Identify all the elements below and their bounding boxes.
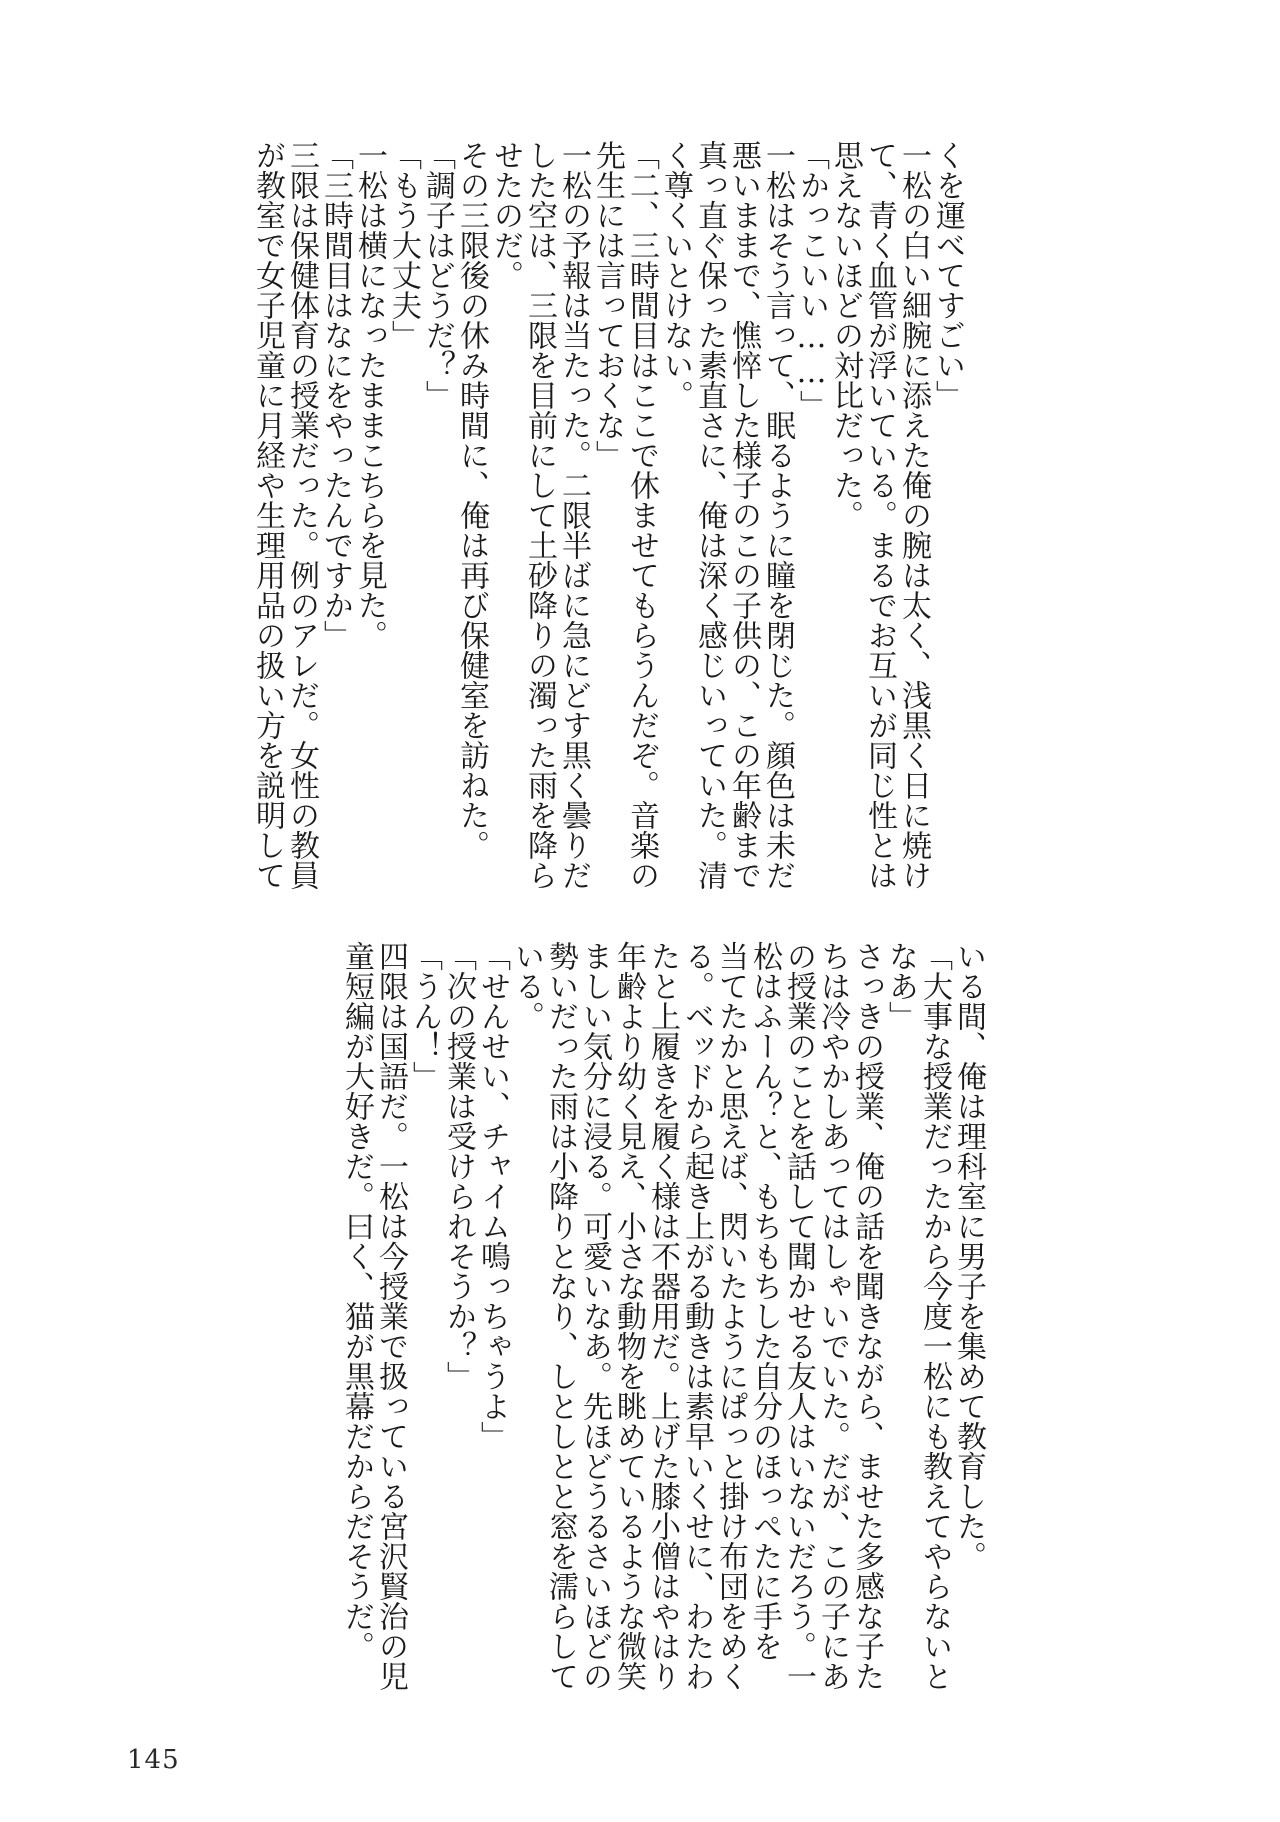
- text-column: なあ」: [883, 941, 918, 1031]
- text-column: 松はふーん？と、もちもちした自分のほっぺたに手を: [747, 941, 782, 1661]
- text-column: 「大事な授業だったから今度一松にも教えてやらないと: [917, 941, 952, 1691]
- text-column: 「二、三時間目はここで休ませてもらうんだぞ。音楽の: [624, 140, 659, 890]
- text-column: した空は、三限を目前にして土砂降りの濁った雨を降ら: [522, 140, 557, 890]
- text-column: 一松の予報は当たった。二限半ばに急にどす黒く曇りだ: [556, 140, 591, 890]
- text-column: 思えないほどの対比だった。: [828, 140, 863, 530]
- text-column: 年齢より幼く見え、小さな動物を眺めているような微笑: [611, 941, 646, 1691]
- text-column: さっきの授業、俺の話を聞きながら、ませた多感な子た: [849, 941, 884, 1691]
- text-column: くを運べてすごい」: [930, 140, 965, 410]
- text-column: 「せんせい、チャイム鳴っちゃうよ」: [475, 941, 510, 1451]
- text-block-lower: [339, 941, 986, 1691]
- text-column: る。ベッドから起き上がる動きは素早いくせに、わたわ: [679, 941, 714, 1691]
- text-column: ましい気分に浸る。可愛いなあ。先ほどうるさいほどの: [577, 941, 612, 1691]
- text-column: 童短編が大好きだ。曰く、猫が黒幕だからだそうだ。: [339, 941, 374, 1661]
- text-column: いる。: [509, 941, 544, 1031]
- text-column: 一松の白い細腕に添えた俺の腕は太く、浅黒く日に焼け: [896, 140, 931, 890]
- text-column: が教室で女子児童に月経や生理用品の扱い方を説明して: [250, 140, 285, 890]
- page-number: 145: [127, 1745, 180, 1775]
- text-column: て、青く血管が浮いている。まるでお互いが同じ性とは: [862, 140, 897, 890]
- text-column: 「三時間目はなにをやったんですか」: [318, 140, 353, 650]
- text-column: 当てたかと思えば、閃いたようにぱっと掛け布団をめく: [713, 941, 748, 1691]
- text-column: せたのだ。: [488, 140, 523, 290]
- text-column: 真っ直ぐ保った素直さに、俺は深く感じいっていた。清: [692, 140, 727, 890]
- text-column: 「かっこいい……」: [794, 140, 829, 420]
- text-column: 三限は保健体育の授業だった。例のアレだ。女性の教員: [284, 140, 319, 890]
- text-column: 悪いままで、憔悴した様子のこの子供の、この年齢まで: [726, 140, 761, 890]
- text-column: たと上履きを履く様は不器用だ。上げた膝小僧はやはり: [645, 941, 680, 1691]
- text-column: の授業のことを話して聞かせる友人はいないだろう。一: [781, 941, 816, 1691]
- text-column: 「もう大丈夫」: [386, 140, 421, 350]
- text-column: 「調子はどうだ？」: [420, 140, 455, 410]
- text-column: 一松はそう言って、眠るように瞳を閉じた。顔色は未だ: [760, 140, 795, 890]
- text-column: 「次の授業は受けられそうか？」: [441, 941, 476, 1391]
- text-column: 「うん！」: [407, 941, 442, 1091]
- text-column: いる間、俺は理科室に男子を集めて教育した。: [951, 941, 986, 1571]
- text-column: 一松は横になったままこちらを見た。: [352, 140, 387, 650]
- text-block-upper: [250, 140, 965, 890]
- text-column: く尊くいとけない。: [658, 140, 693, 410]
- text-column: 勢いだった雨は小降りとなり、しとしとと窓を濡らして: [543, 941, 578, 1691]
- text-column: 先生には言っておくな」: [590, 140, 625, 470]
- text-column: その三限後の休み時間に、俺は再び保健室を訪ねた。: [454, 140, 489, 860]
- text-column: ちは冷やかしあってはしゃいでいた。だが、この子にあ: [815, 941, 850, 1691]
- text-column: 四限は国語だ。一松は今授業で扱っている宮沢賢治の児: [373, 941, 408, 1691]
